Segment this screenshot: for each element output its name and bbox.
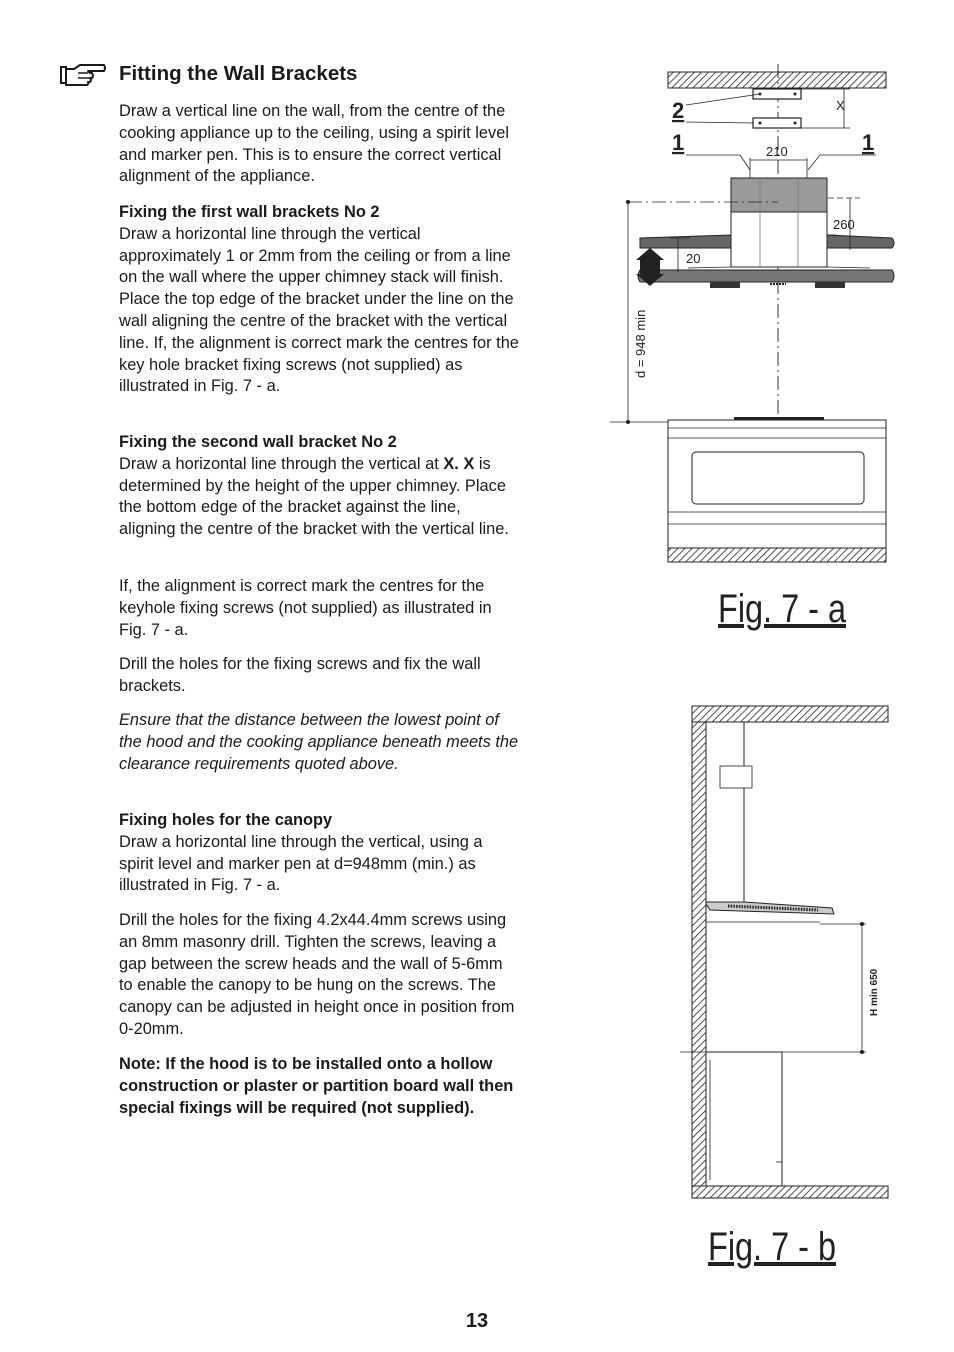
dim-h-label: H min 650 — [869, 968, 880, 1016]
wall-hatch — [692, 722, 706, 1186]
clearance-paragraph: Ensure that the distance between the lowest point of the hood and the cooking appliance beneath meets the clearance requirements quoted above. — [119, 711, 519, 773]
dim-20-label: 20 — [686, 251, 701, 266]
second-bracket-section — [119, 432, 519, 541]
canopy-title: Fixing holes for the canopy — [119, 811, 333, 829]
first-bracket-title: Fixing the first wall brackets No 2 — [119, 203, 380, 221]
second-bracket-title: Fixing the second wall bracket No 2 — [119, 433, 397, 451]
floor-hatch — [668, 548, 886, 562]
second-bracket-x: X. X — [443, 454, 475, 473]
label-1-left: 1 — [672, 130, 685, 155]
dim-d-label: d = 948 min — [633, 309, 648, 378]
canopy-left-wing — [640, 235, 731, 248]
dim-x-label: X — [836, 98, 845, 113]
lower-chimney — [731, 212, 827, 267]
intro-paragraph: Draw a vertical line on the wall, from the centre of the cooking appliance up to the ceiling, using a spirit level and marker pen. This is to ensure the correct vertical alignment of the appliance. — [119, 102, 509, 186]
second-bracket-text-b: is determined by the height of the upper chimney. Place the bottom edge of the bracket against the line, aligning the centre of the bracket with the vertical line. — [119, 454, 509, 539]
first-bracket-section — [119, 202, 519, 398]
ceiling-hatch-b — [692, 706, 888, 722]
figure-7a — [600, 60, 910, 660]
canopy-text: Draw a horizontal line through the vertical, using a spirit level and marker pen at d=948mm (min.) as illustrated in Fig. 7 - a. — [119, 832, 483, 895]
label-1-right: 1 — [862, 130, 875, 155]
canopy-right-wing — [827, 235, 894, 248]
second-bracket-text-a: Draw a horizontal line through the vertical at — [119, 454, 444, 473]
dim-210-label: 210 — [766, 144, 788, 159]
figure-7a-caption: Fig. 7 - a — [718, 587, 847, 631]
first-bracket-text: Draw a horizontal line through the vertical approximately 1 or 2mm from the ceiling or from a line on the wall where the upper chimney stack will finish. Place the top edge of the bracket under the line on the wall aligning the centre of the bracket with the vertical line. If, the alignment is correct mark the centres for the key hole bracket fixing screws (not supplied) as illustrated in Fig. 7 - a. — [119, 224, 519, 396]
dim-260-label: 260 — [833, 217, 855, 232]
cooker-side — [706, 1052, 782, 1186]
canopy-section — [119, 810, 519, 897]
oven-door — [692, 452, 864, 504]
label-2: 2 — [672, 98, 685, 123]
hood-side — [706, 902, 834, 914]
screws-paragraph: Drill the holes for the fixing 4.2x44.4mm screws using an 8mm masonry drill. Tighten the screws, leaving a gap between the screw heads and the wall of 5-6mm to enable the canopy to be hung on the screws. The canopy can be adjusted in height once in position from 0-20mm. — [119, 911, 515, 1038]
note-paragraph: Note: If the hood is to be installed onto a hollow construction or plaster or partition board wall then special fixings will be required (not supplied). — [119, 1055, 514, 1117]
chimney-side — [706, 722, 744, 904]
section-title: Fitting the Wall Brackets — [119, 62, 358, 85]
pointing-hand-icon — [60, 63, 106, 87]
upper-chimney — [731, 178, 827, 212]
page-number: 13 — [465, 1310, 489, 1332]
figure-7b — [670, 700, 910, 1280]
floor-hatch-b — [692, 1186, 888, 1198]
ceiling-hatch — [668, 72, 886, 88]
canopy-base — [638, 270, 894, 282]
up-arrow-icon — [636, 248, 664, 260]
figure-7b-caption: Fig. 7 - b — [708, 1225, 836, 1269]
drill-paragraph: Drill the holes for the fixing screws and fix the wall brackets. — [119, 655, 481, 695]
alignment-paragraph: If, the alignment is correct mark the centres for the keyhole fixing screws (not supplied) as illustrated in Fig. 7 - a. — [119, 577, 492, 639]
